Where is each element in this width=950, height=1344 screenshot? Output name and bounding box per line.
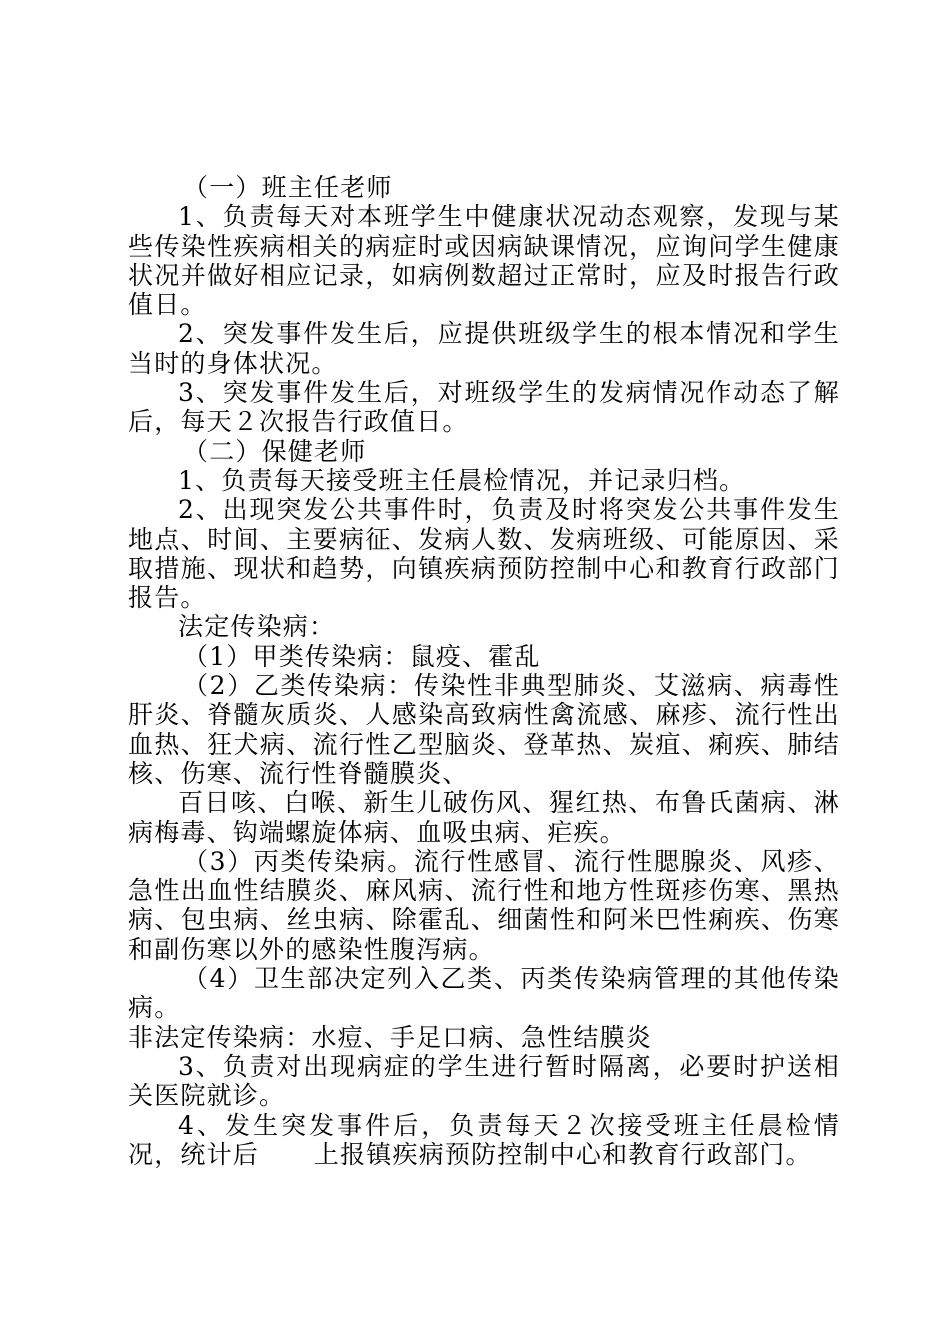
paragraph-item: 2、出现突发公共事件时，负责及时将突发公共事件发生地点、时间、主要病征、发病人数、发病班级、可能原因、采取措施、现状和趋势，向镇疾病预防控制中心和教育行政部门报告。 (128, 495, 840, 613)
class-a-diseases: （1）甲类传染病：鼠疫、霍乱 (183, 641, 541, 671)
paragraph-item-last (128, 1111, 840, 1170)
paragraph-item: 3、突发事件发生后，对班级学生的发病情况作动态了解后，每天２次报告行政值日。 (128, 378, 840, 437)
non-legal-diseases: 非法定传染病：水痘、手足口病、急性结膜炎 (128, 1022, 653, 1052)
paragraph-item: 1、负责每天对本班学生中健康状况动态观察，发现与某些传染性疾病相关的病症时或因病缺课情况，应询问学生健康状况并做好相应记录，如病例数超过正常时，应及时报告行政值日。 (128, 202, 840, 320)
paragraph-item: 3、负责对出现病症的学生进行暂时隔离，必要时护送相关医院就诊。 (128, 1051, 840, 1111)
last-item-part1: 4、发生突发事件后，负责每天２次接受班主任晨检情况，统计后 (128, 1110, 840, 1169)
other-diseases: （4）卫生部决定列入乙类、丙类传染病管理的其他传染病。 (128, 964, 840, 1023)
section-heading-health-teacher: （二）保健老师 (183, 436, 367, 466)
class-c-diseases: （3）丙类传染病。流行性感冒、流行性腮腺炎、风疹、急性出血性结膜炎、麻风病、流行性和地方性斑疹伤寒、黑热病、包虫病、丝虫病、除霍乱、细菌性和阿米巴性痢疾、伤寒和副伤寒以外的感染性腹泻病。 (128, 846, 840, 964)
paragraph-item: 1、负责每天接受班主任晨检情况，并记录归档。 (178, 465, 746, 495)
class-b-diseases-continued: 百日咳、白喉、新生儿破伤风、猩红热、布鲁氏菌病、淋病梅毒、钩端螺旋体病、血吸虫病、疟疾。 (128, 788, 840, 847)
last-item-part2: 上报镇疾病预防控制中心和教育行政部门。 (313, 1139, 812, 1169)
section-heading-class-teacher: （一）班主任老师 (183, 173, 393, 202)
paragraph-item: 2、突发事件发生后，应提供班级学生的根本情况和学生当时的身体状况。 (128, 319, 840, 378)
document-body (128, 173, 840, 1169)
legal-diseases-title: 法定传染病： (178, 612, 336, 642)
class-b-diseases: （2）乙类传染病：传染性非典型肺炎、艾滋病、病毒性肝炎、脊髓灰质炎、人感染高致病性禽流感、麻疹、流行性出血热、狂犬病、流行性乙型脑炎、登革热、炭疽、痢疾、肺结核、伤寒、流行性脊髓膜炎、 (128, 671, 840, 788)
spacing-gap (259, 1140, 314, 1169)
